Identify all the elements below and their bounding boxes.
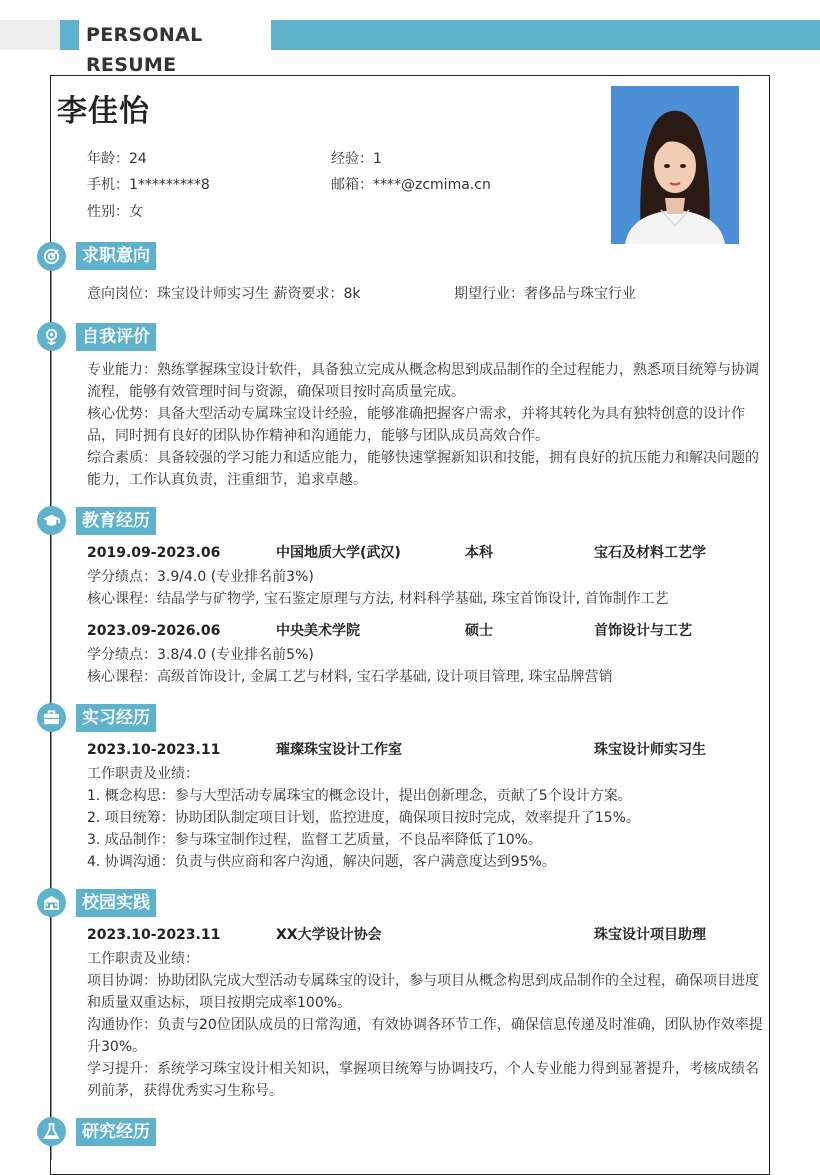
edu-date: 2023.09-2026.06 xyxy=(87,623,221,639)
age-label: 年龄： xyxy=(87,151,129,167)
top-banner xyxy=(0,20,820,76)
section-title-campus: 校园实践 xyxy=(76,889,156,917)
internship-details xyxy=(87,763,767,873)
campus-line: 工作职责及业绩： xyxy=(87,951,199,967)
flower-icon xyxy=(37,322,66,351)
section-title-research: 研究经历 xyxy=(76,1118,156,1146)
banner-accent-block xyxy=(60,20,79,50)
self-paragraph: 综合素质：具备较强的学习能力和适应能力，能够快速掌握新知识和技能，拥有良好的抗压能力和解决问题的能力，工作认真负责，注重细节，追求卓越。 xyxy=(87,450,759,488)
campus-org: XX大学设计协会 xyxy=(276,927,382,943)
gender-value: 女 xyxy=(129,204,143,220)
banner-gray-block xyxy=(0,20,60,50)
edu-degree: 本科 xyxy=(465,545,493,561)
portrait-illustration xyxy=(611,86,739,244)
resume-title: PERSONAL RESUME xyxy=(79,20,269,50)
campus-details xyxy=(87,948,767,1102)
email-info xyxy=(331,174,491,194)
graduation-cap-icon xyxy=(37,506,66,535)
edu-courses: 核心课程：结晶学与矿物学, 宝石鉴定原理与方法, 材料科学基础, 珠宝首饰设计, 首饰制作工艺 xyxy=(87,591,669,607)
edu-courses: 核心课程：高级首饰设计, 金属工艺与材料, 宝石学基础, 设计项目管理, 珠宝品牌营销 xyxy=(87,669,613,685)
experience-info xyxy=(331,148,382,168)
flask-icon xyxy=(37,1117,66,1146)
internship-line: 1. 概念构思：参与大型活动专属珠宝的概念设计，提出创新理念，贡献了5个设计方案。 xyxy=(87,788,632,804)
education-row xyxy=(87,620,767,642)
intent-line xyxy=(87,283,767,305)
edu-details xyxy=(87,644,767,688)
section-title-internship: 实习经历 xyxy=(76,704,156,732)
internship-date: 2023.10-2023.11 xyxy=(87,742,221,758)
experience-value: 1 xyxy=(373,151,382,167)
campus-date: 2023.10-2023.11 xyxy=(87,927,221,943)
phone-info xyxy=(87,174,210,194)
edu-degree: 硕士 xyxy=(465,623,493,639)
phone-label: 手机： xyxy=(87,177,129,193)
internship-line: 3. 成品制作：参与珠宝制作过程，监督工艺质量，不良品率降低了10%。 xyxy=(87,832,542,848)
age-value: 24 xyxy=(129,151,147,167)
campus-line: 沟通协作：负责与20位团队成员的日常沟通，有效协调各环节工作，确保信息传递及时准确，团队协作效率提升30%。 xyxy=(87,1017,763,1055)
campus-row xyxy=(87,924,767,946)
internship-line: 4. 协调沟通：负责与供应商和客户沟通，解决问题，客户满意度达到95%。 xyxy=(87,854,556,870)
phone-value: 1*********8 xyxy=(129,177,210,193)
internship-line: 2. 项目统筹：协助团队制定项目计划，监控进度，确保项目按时完成，效率提升了15%。 xyxy=(87,810,640,826)
self-paragraph: 专业能力：熟练掌握珠宝设计软件，具备独立完成从概念构思到成品制作的全过程能力，熟悉项目统筹与协调流程，能够有效管理时间与资源，确保项目按时高质量完成。 xyxy=(87,362,759,400)
experience-label: 经验： xyxy=(331,151,373,167)
internship-role: 珠宝设计师实习生 xyxy=(594,742,706,758)
gender-info xyxy=(87,201,143,221)
edu-school: 中国地质大学(武汉) xyxy=(276,545,401,561)
email-label: 邮箱： xyxy=(331,177,373,193)
internship-org: 璀璨珠宝设计工作室 xyxy=(276,742,402,758)
section-title-intent: 求职意向 xyxy=(76,242,156,270)
campus-role: 珠宝设计项目助理 xyxy=(594,927,706,943)
profile-photo xyxy=(611,86,739,244)
edu-major: 首饰设计与工艺 xyxy=(594,623,692,639)
section-title-education: 教育经历 xyxy=(76,507,156,535)
campus-line: 项目协调：协助团队完成大型活动专属珠宝的设计，参与项目从概念构思到成品制作的全过程，确保项目进度和质量双重达标，项目按期完成率100%。 xyxy=(87,973,759,1011)
campus-line: 学习提升：系统学习珠宝设计相关知识，掌握项目统筹与协调技巧，个人专业能力得到显著提升，考核成绩名列前茅，获得优秀实习生称号。 xyxy=(87,1061,759,1099)
gender-label: 性别： xyxy=(87,204,129,220)
edu-gpa: 学分绩点：3.9/4.0 (专业排名前3%) xyxy=(87,569,314,585)
edu-details xyxy=(87,566,767,610)
intent-position: 意向岗位：珠宝设计师实习生 xyxy=(87,286,269,302)
email-value: ****@zcmima.cn xyxy=(373,177,491,193)
edu-school: 中央美术学院 xyxy=(276,623,360,639)
edu-gpa: 学分绩点：3.8/4.0 (专业排名前5%) xyxy=(87,647,314,663)
school-building-icon xyxy=(37,888,66,917)
section-title-self: 自我评价 xyxy=(76,323,156,351)
intent-salary: 薪资要求：8k xyxy=(273,286,361,302)
education-row xyxy=(87,542,767,564)
candidate-name: 李佳怡 xyxy=(57,94,150,129)
banner-accent-bar xyxy=(271,20,820,50)
internship-line: 工作职责及业绩： xyxy=(87,766,199,782)
target-icon xyxy=(37,242,66,271)
briefcase-icon xyxy=(37,703,66,732)
self-evaluation-text xyxy=(87,359,767,491)
internship-row xyxy=(87,739,767,761)
edu-date: 2019.09-2023.06 xyxy=(87,545,221,561)
self-paragraph: 核心优势：具备大型活动专属珠宝设计经验，能够准确把握客户需求，并将其转化为具有独特创意的设计作品，同时拥有良好的团队协作精神和沟通能力，能够与团队成员高效合作。 xyxy=(87,406,745,444)
edu-major: 宝石及材料工艺学 xyxy=(594,545,706,561)
intent-industry: 期望行业：奢侈品与珠宝行业 xyxy=(454,286,636,302)
age-info xyxy=(87,148,147,168)
